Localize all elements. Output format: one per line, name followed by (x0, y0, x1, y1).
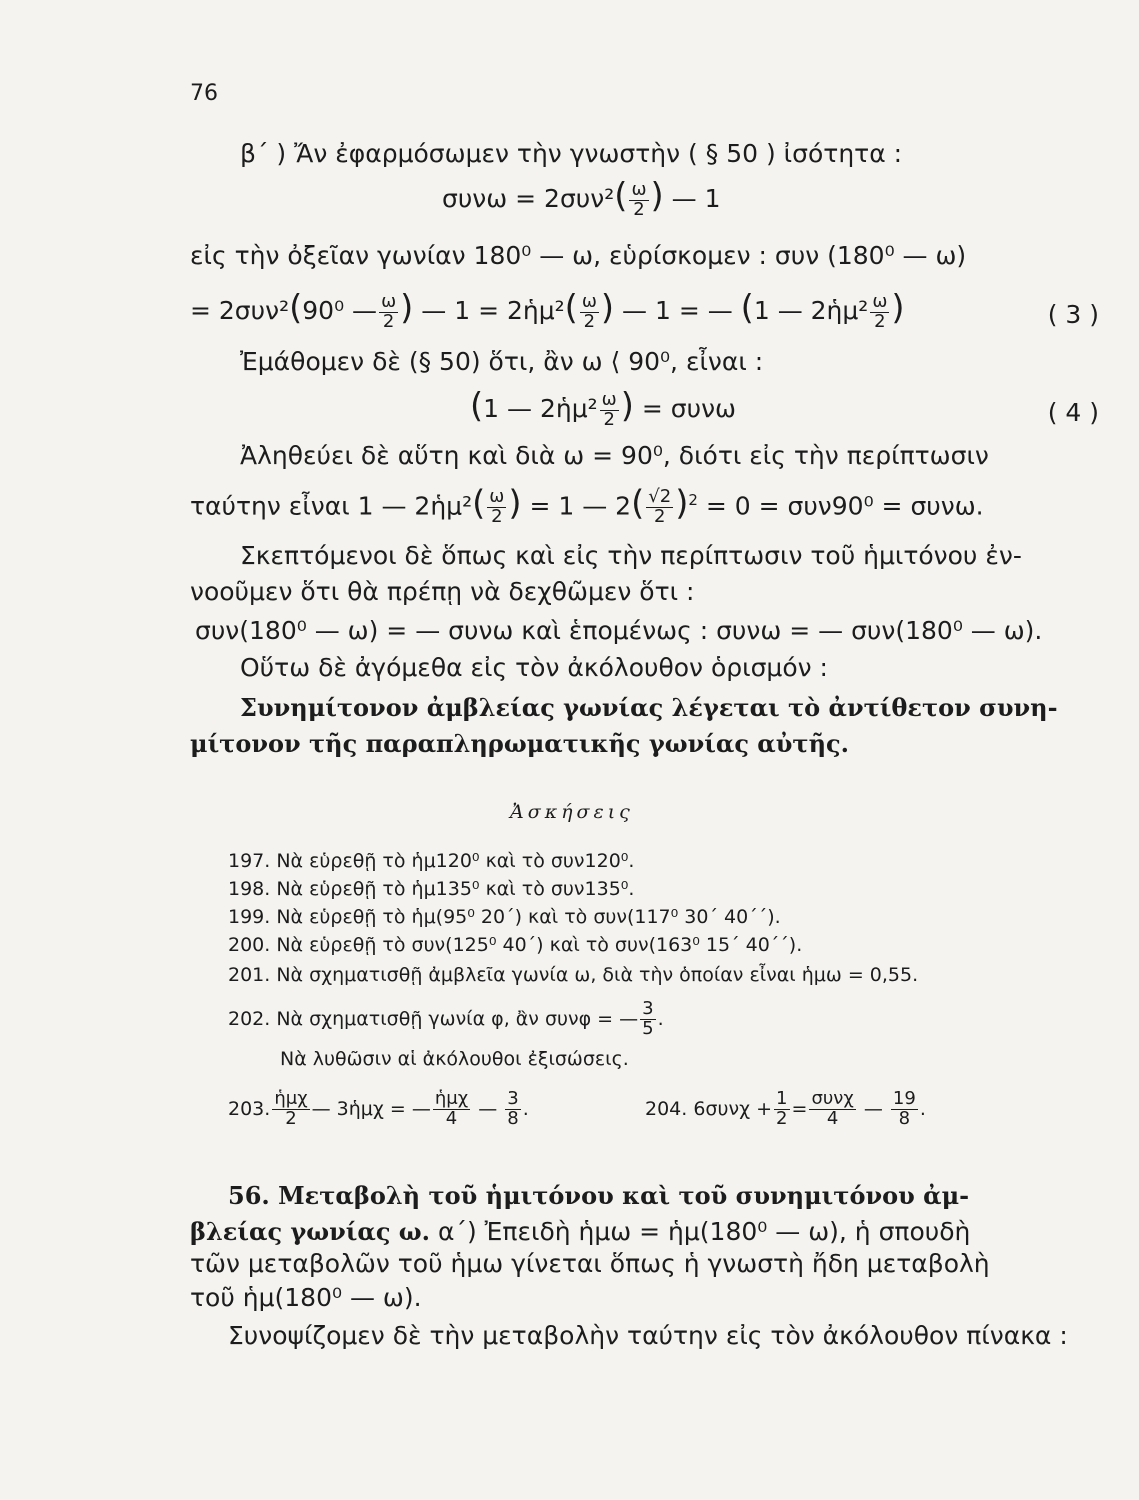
line-acute-angle: εἰς τὴν ὀξεῖαν γωνίαν 180⁰ — ω, εὑρίσκομεν : συν (180⁰ — ω) (190, 241, 967, 270)
exercise-201: 201. Νὰ σχηματισθῇ ἀμβλεῖα γωνία ω, διὰ τὴν ὁποίαν εἶναι ἡμω = 0,55. (228, 964, 919, 986)
paragraph-2-line-2: νοοῦμεν ὅτι θὰ πρέπῃ νὰ δεχθῶμεν ὅτι : (190, 577, 695, 606)
exercise-204: 204. 6συνχ + $\frac{1}{2}$ = $\frac{\text{συνχ}}{4}$ — $\frac{19}{8}$ . (645, 1088, 926, 1129)
equation-3: = 2συν²(90⁰ — $\frac{\omega}{2}$ ) — 1 = 2ἡμ²( $\frac{\omega}{2}$ ) — 1 = — (1 — 2ἡμ² $\frac{\omega}{2}$ ) (190, 288, 905, 332)
line-true: Ἀληθεύει δὲ αὕτη καὶ διὰ ω = 90⁰, διότι εἰς τὴν περίπτωσιν (240, 441, 989, 470)
section-56-line-3: τῶν μεταβολῶν τοῦ ἡμω γίνεται ὅπως ἡ γνωστὴ ἤδη μεταβολὴ (190, 1249, 990, 1278)
exercise-202: 202. Νὰ σχηματισθῇ γωνία φ, ἂν συνφ = — $\frac{3}{5}$ . (228, 998, 664, 1039)
definition-line-2: μίτονον τῆς παραπληρωματικῆς γωνίας αὐτῆς. (190, 729, 849, 758)
exercise-197: 197. Νὰ εὑρεθῇ τὸ ἡμ120⁰ καὶ τὸ συν120⁰. (228, 850, 635, 872)
section-56-line-5: Συνοψίζομεν δὲ τὴν μεταβολὴν ταύτην εἰς τὸν ἀκόλουθον πίνακα : (228, 1321, 1068, 1350)
exercise-199: 199. Νὰ εὑρεθῇ τὸ ἡμ(95⁰ 20΄) καὶ τὸ συν(117⁰ 30΄ 40΄΄). (228, 906, 781, 928)
line-learned: Ἐμάθομεν δὲ (§ 50) ὅτι, ἂν ω ⟨ 90⁰, εἶναι : (240, 347, 764, 376)
intro-line: β΄ ) Ἄν ἐφαρμόσωμεν τὴν γνωστὴν ( § 50 ) ἰσότητα : (240, 139, 903, 168)
section-56-heading: 56. Μεταβολὴ τοῦ ἡμιτόνου καὶ τοῦ συνημιτόνου ἀμ- (228, 1181, 970, 1210)
section-56-line-2: βλείας γωνίας ω. α΄) Ἐπειδὴ ἡμω = ἡμ(180⁰ — ω), ἡ σπουδὴ (190, 1217, 971, 1246)
equation-4-label: ( 4 ) (1047, 398, 1099, 427)
page-number: 76 (190, 81, 218, 106)
exercises-title: Ἀσκήσεις (510, 801, 634, 823)
exercise-200: 200. Νὰ εὑρεθῇ τὸ συν(125⁰ 40΄) καὶ τὸ συν(163⁰ 15΄ 40΄΄). (228, 934, 803, 956)
paragraph-2-line-3: συν(180⁰ — ω) = — συνω καὶ ἑπομένως : συνω = — συν(180⁰ — ω). (195, 616, 1043, 645)
equation-5: ταύτην εἶναι 1 — 2ἡμ²( $\frac{\omega}{2}$ ) = 1 — 2( $\frac{√2}{2}$ )$^2$ = 0 = συν90⁰ = συνω. (190, 483, 984, 527)
equation-3-label: ( 3 ) (1047, 300, 1099, 329)
paragraph-2-line-1: Σκεπτόμενοι δὲ ὅπως καὶ εἰς τὴν περίπτωσιν τοῦ ἡμιτόνου ἐν- (240, 541, 1022, 570)
equation-4: (1 — 2ἡμ² $\frac{\omega}{2}$ ) = συνω (470, 386, 736, 430)
exercise-198: 198. Νὰ εὑρεθῇ τὸ ἡμ135⁰ καὶ τὸ συν135⁰. (228, 878, 635, 900)
solve-line: Νὰ λυθῶσιν αἱ ἀκόλουθοι ἐξισώσεις. (280, 1048, 629, 1070)
section-56-line-4: τοῦ ἡμ(180⁰ — ω). (190, 1283, 422, 1312)
line-thus: Οὕτω δὲ ἀγόμεθα εἰς τὸν ἀκόλουθον ὁρισμόν : (240, 653, 828, 682)
definition-line-1: Συνημίτονον ἀμβλείας γωνίας λέγεται τὸ ἀντίθετον συνη- (240, 693, 1058, 722)
exercise-203: 203. $\frac{\text{ἡμχ}}{2}$ — 3ἡμχ = — $\frac{\text{ἡμχ}}{4}$ — $\frac{3}{8}$ . (228, 1088, 529, 1129)
equation-1: συνω = 2συν²( $\frac{\omega}{2}$ ) — 1 (442, 176, 721, 220)
